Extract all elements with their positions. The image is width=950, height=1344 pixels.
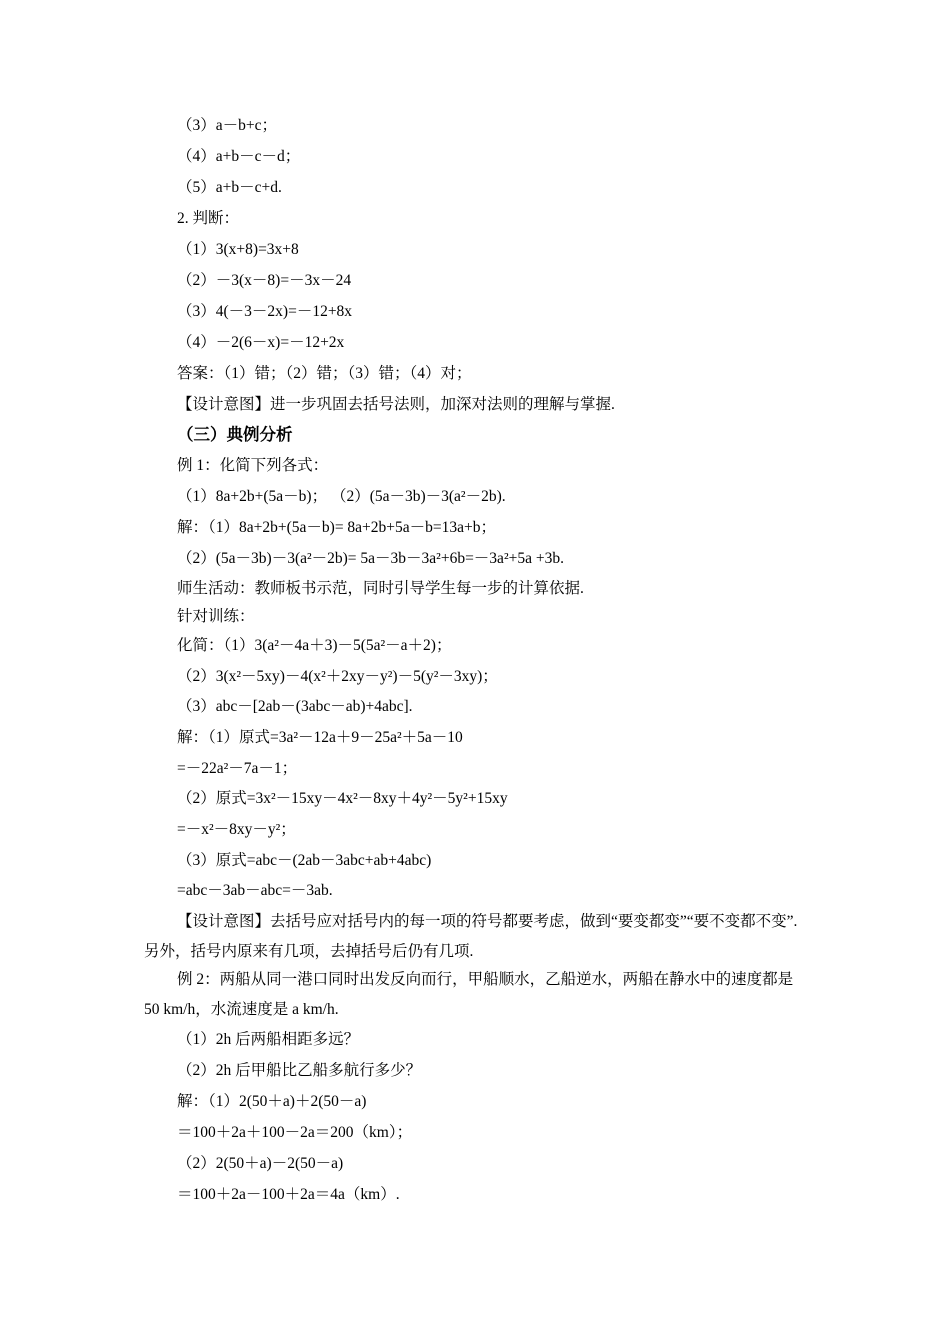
example-1-title: 例 1：化简下列各式：: [177, 457, 329, 474]
example-1-solution-2: （2）(5a－3b)－3(a²－2b)= 5a－3b－3a²+6b=－3a²+5a +3b.: [177, 550, 564, 567]
judge-item-2: （2）－3(x－8)=－3x－24: [177, 272, 352, 289]
example-2-solution-1-step-1: 解：（1）2(50＋a)＋2(50－a): [177, 1093, 367, 1110]
design-intent-1: 【设计意图】进一步巩固去括号法则，加深对法则的理解与掌握.: [177, 396, 615, 413]
example-2-question-1: （1）2h 后两船相距多远？: [177, 1031, 360, 1048]
exercise-2-title: 2. 判断：: [177, 210, 240, 227]
practice-solution-1-step-2: =－22a²－7a－1；: [177, 760, 298, 777]
exercise-1-item-3: （3）a－b+c；: [177, 117, 278, 134]
section-heading: （三）典例分析: [177, 425, 293, 444]
practice-title: 针对训练：: [177, 608, 255, 625]
example-2-solution-2-step-2: ＝100＋2a－100＋2a＝4a（km）.: [177, 1186, 400, 1203]
example-1-solution-1: 解：（1）8a+2b+(5a－b)= 8a+2b+5a－b=13a+b；: [177, 519, 497, 536]
practice-item-2: （2）3(x²－5xy)－4(x²＋2xy－y²)－5(y²－3xy)；: [177, 668, 498, 685]
practice-solution-2-step-2: =－x²－8xy－y²；: [177, 821, 296, 838]
example-2-solution-1-step-2: ＝100＋2a＋100－2a＝200（km）；: [177, 1124, 413, 1141]
practice-solution-2-step-1: （2）原式=3x²－15xy－4x²－8xy＋4y²－5y²+15xy: [177, 790, 508, 807]
practice-solution-3-step-1: （3）原式=abc－(2ab－3abc+ab+4abc): [177, 852, 432, 869]
teacher-student-activity: 师生活动：教师板书示范，同时引导学生每一步的计算依据.: [177, 580, 584, 597]
exercise-1-item-5: （5）a+b－c+d.: [177, 179, 282, 196]
exercise-1-item-4: （4）a+b－c－d；: [177, 148, 301, 165]
practice-item-3: （3）abc－[2ab－(3abc－ab)+4abc].: [177, 698, 413, 715]
example-2-problem: 例 2：两船从同一港口同时出发反向而行，甲船顺水，乙船逆水，两船在静水中的速度都是 50 km/h，水流速度是 a km/h.: [144, 971, 794, 1018]
practice-solution-3-step-2: =abc－3ab－abc=－3ab.: [177, 882, 333, 899]
example-1-problems: （1）8a+2b+(5a－b)； （2）(5a－3b)－3(a²－2b).: [177, 488, 506, 505]
judge-item-1: （1）3(x+8)=3x+8: [177, 241, 299, 258]
practice-item-1: 化简：（1）3(a²－4a＋3)－5(5a²－a＋2)；: [177, 637, 452, 654]
judge-answer: 答案：（1）错；（2）错；（3）错；（4）对；: [177, 365, 472, 382]
judge-item-4: （4）－2(6－x)=－12+2x: [177, 334, 345, 351]
practice-solution-1-step-1: 解：（1）原式=3a²－12a＋9－25a²＋5a－10: [177, 729, 463, 746]
example-2-solution-2-step-1: （2）2(50＋a)－2(50－a): [177, 1155, 344, 1172]
design-intent-2: 【设计意图】去括号应对括号内的每一项的符号都要考虑，做到“要变都变”“要不变都不变”. 另外，括号内原来有几项，去掉括号后仍有几项.: [144, 913, 798, 960]
example-2-question-2: （2）2h 后甲船比乙船多航行多少？: [177, 1062, 422, 1079]
judge-item-3: （3）4(－3－2x)=－12+8x: [177, 303, 353, 320]
